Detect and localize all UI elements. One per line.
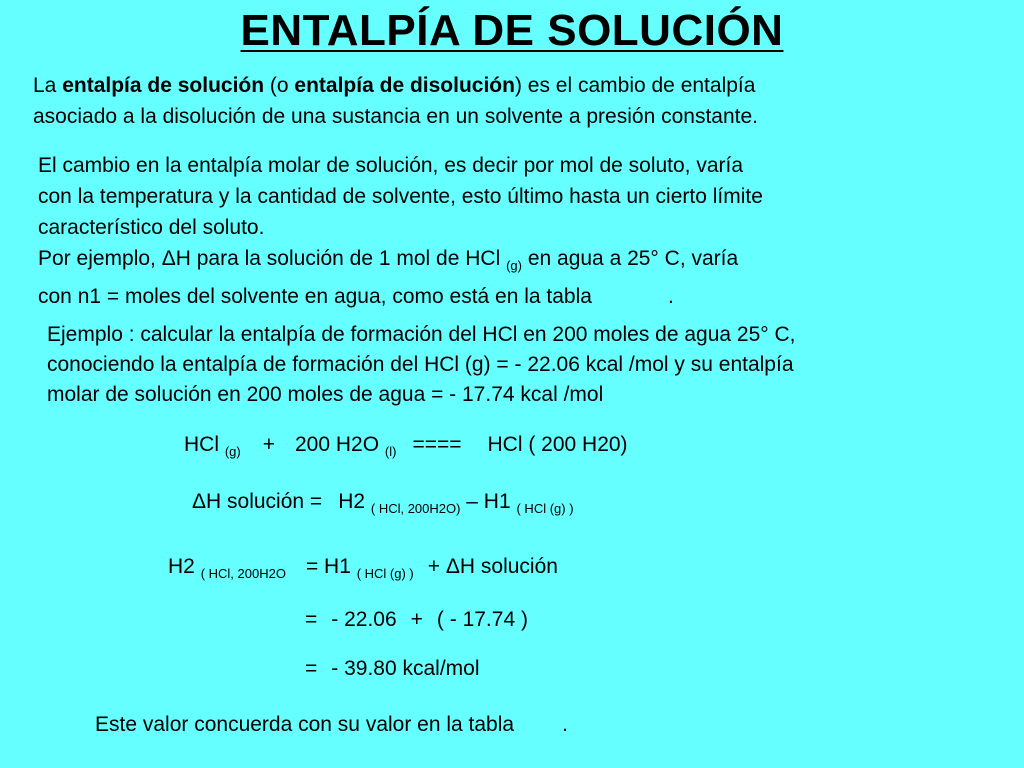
substitution-plus: + [410, 608, 423, 631]
h1-term-sub: ( HCl (g) ) [356, 566, 414, 581]
result-equals: = [305, 657, 318, 680]
reaction-equation [184, 433, 628, 459]
delta-h-term: + ΔH solución [427, 555, 558, 578]
intro-text-1: La [33, 74, 63, 97]
h2-equation [168, 555, 558, 581]
delta-h-h1: – H1 [460, 490, 517, 513]
paragraph2-line-5-text: con n1 = moles del solvente en agua, como está en la tabla [38, 285, 592, 308]
reaction-reactant-hcl-state: (g) [224, 444, 241, 459]
paragraph2-line-1: El cambio en la entalpía molar de solución, es decir por mol de soluto, varía [38, 154, 744, 177]
paragraph2-line-4-text: Por ejemplo, ΔH para la solución de 1 mol de HCl [38, 247, 507, 270]
result-line [305, 657, 480, 681]
paragraph2-line-4-text-2: en agua a 25° C, varía [521, 247, 739, 270]
reaction-reactant-water: 200 H2O [295, 433, 385, 456]
conclusion-line [95, 709, 568, 740]
delta-h-equation [192, 490, 574, 516]
substitution-value-2: ( - 17.74 ) [436, 608, 528, 631]
slide-title: ENTALPÍA DE SOLUCIÓN [240, 6, 784, 55]
conclusion-text: Este valor concuerda con su valor en la tabla [95, 713, 515, 736]
substitution-equals: = [305, 608, 318, 631]
intro-line-1 [33, 70, 758, 101]
intro-line-2: asociado a la disolución de una sustancia en un solvente a presión constante. [33, 105, 758, 128]
delta-h-label: ΔH solución = [192, 490, 323, 513]
conclusion-period: . [562, 713, 568, 736]
reaction-arrow: ==== [412, 433, 462, 456]
example-paragraph [47, 320, 795, 410]
h2-term-sub: ( HCl, 200H2O [200, 566, 286, 581]
enthalpy-paragraph [38, 150, 763, 312]
paragraph2-line-4 [38, 243, 763, 281]
result-value: - 39.80 kcal/mol [331, 657, 480, 680]
paragraph2-line-5 [38, 281, 763, 312]
delta-h-h2-sub: ( HCl, 200H2O) [370, 501, 461, 516]
delta-h-h1-sub: ( HCl (g) ) [516, 501, 574, 516]
paragraph2-line-3: característico del soluto. [38, 216, 265, 239]
reaction-reactant-water-state: (l) [384, 444, 397, 459]
reaction-plus: + [262, 433, 275, 456]
example-line-1: Ejemplo : calcular la entalpía de formación del HCl en 200 moles de agua 25° C, [47, 323, 796, 346]
intro-bold-2: entalpía de disolución [294, 74, 515, 97]
intro-paragraph [33, 70, 758, 132]
intro-text-2: (o [264, 74, 295, 97]
reaction-product: HCl ( 200 H20) [487, 433, 628, 456]
intro-bold-1: entalpía de solución [62, 74, 265, 97]
paragraph2-line-2: con la temperatura y la cantidad de solvente, esto último hasta un cierto límite [38, 185, 763, 208]
h2-term: H2 [168, 555, 201, 578]
delta-h-h2: H2 [338, 490, 371, 513]
substitution-line [305, 608, 528, 632]
intro-text-3: ) es el cambio de entalpía [514, 74, 756, 97]
example-line-2: conociendo la entalpía de formación del HCl (g) = - 22.06 kcal /mol y su entalpía [47, 353, 794, 376]
substitution-value-1: - 22.06 [331, 608, 397, 631]
paragraph2-line-5-period: . [667, 285, 674, 308]
paragraph2-line-4-sub: (g) [506, 258, 522, 273]
reaction-reactant-hcl: HCl [184, 433, 225, 456]
example-line-3: molar de solución en 200 moles de agua = - 17.74 kcal /mol [47, 383, 604, 406]
h1-term: = H1 [305, 555, 357, 578]
